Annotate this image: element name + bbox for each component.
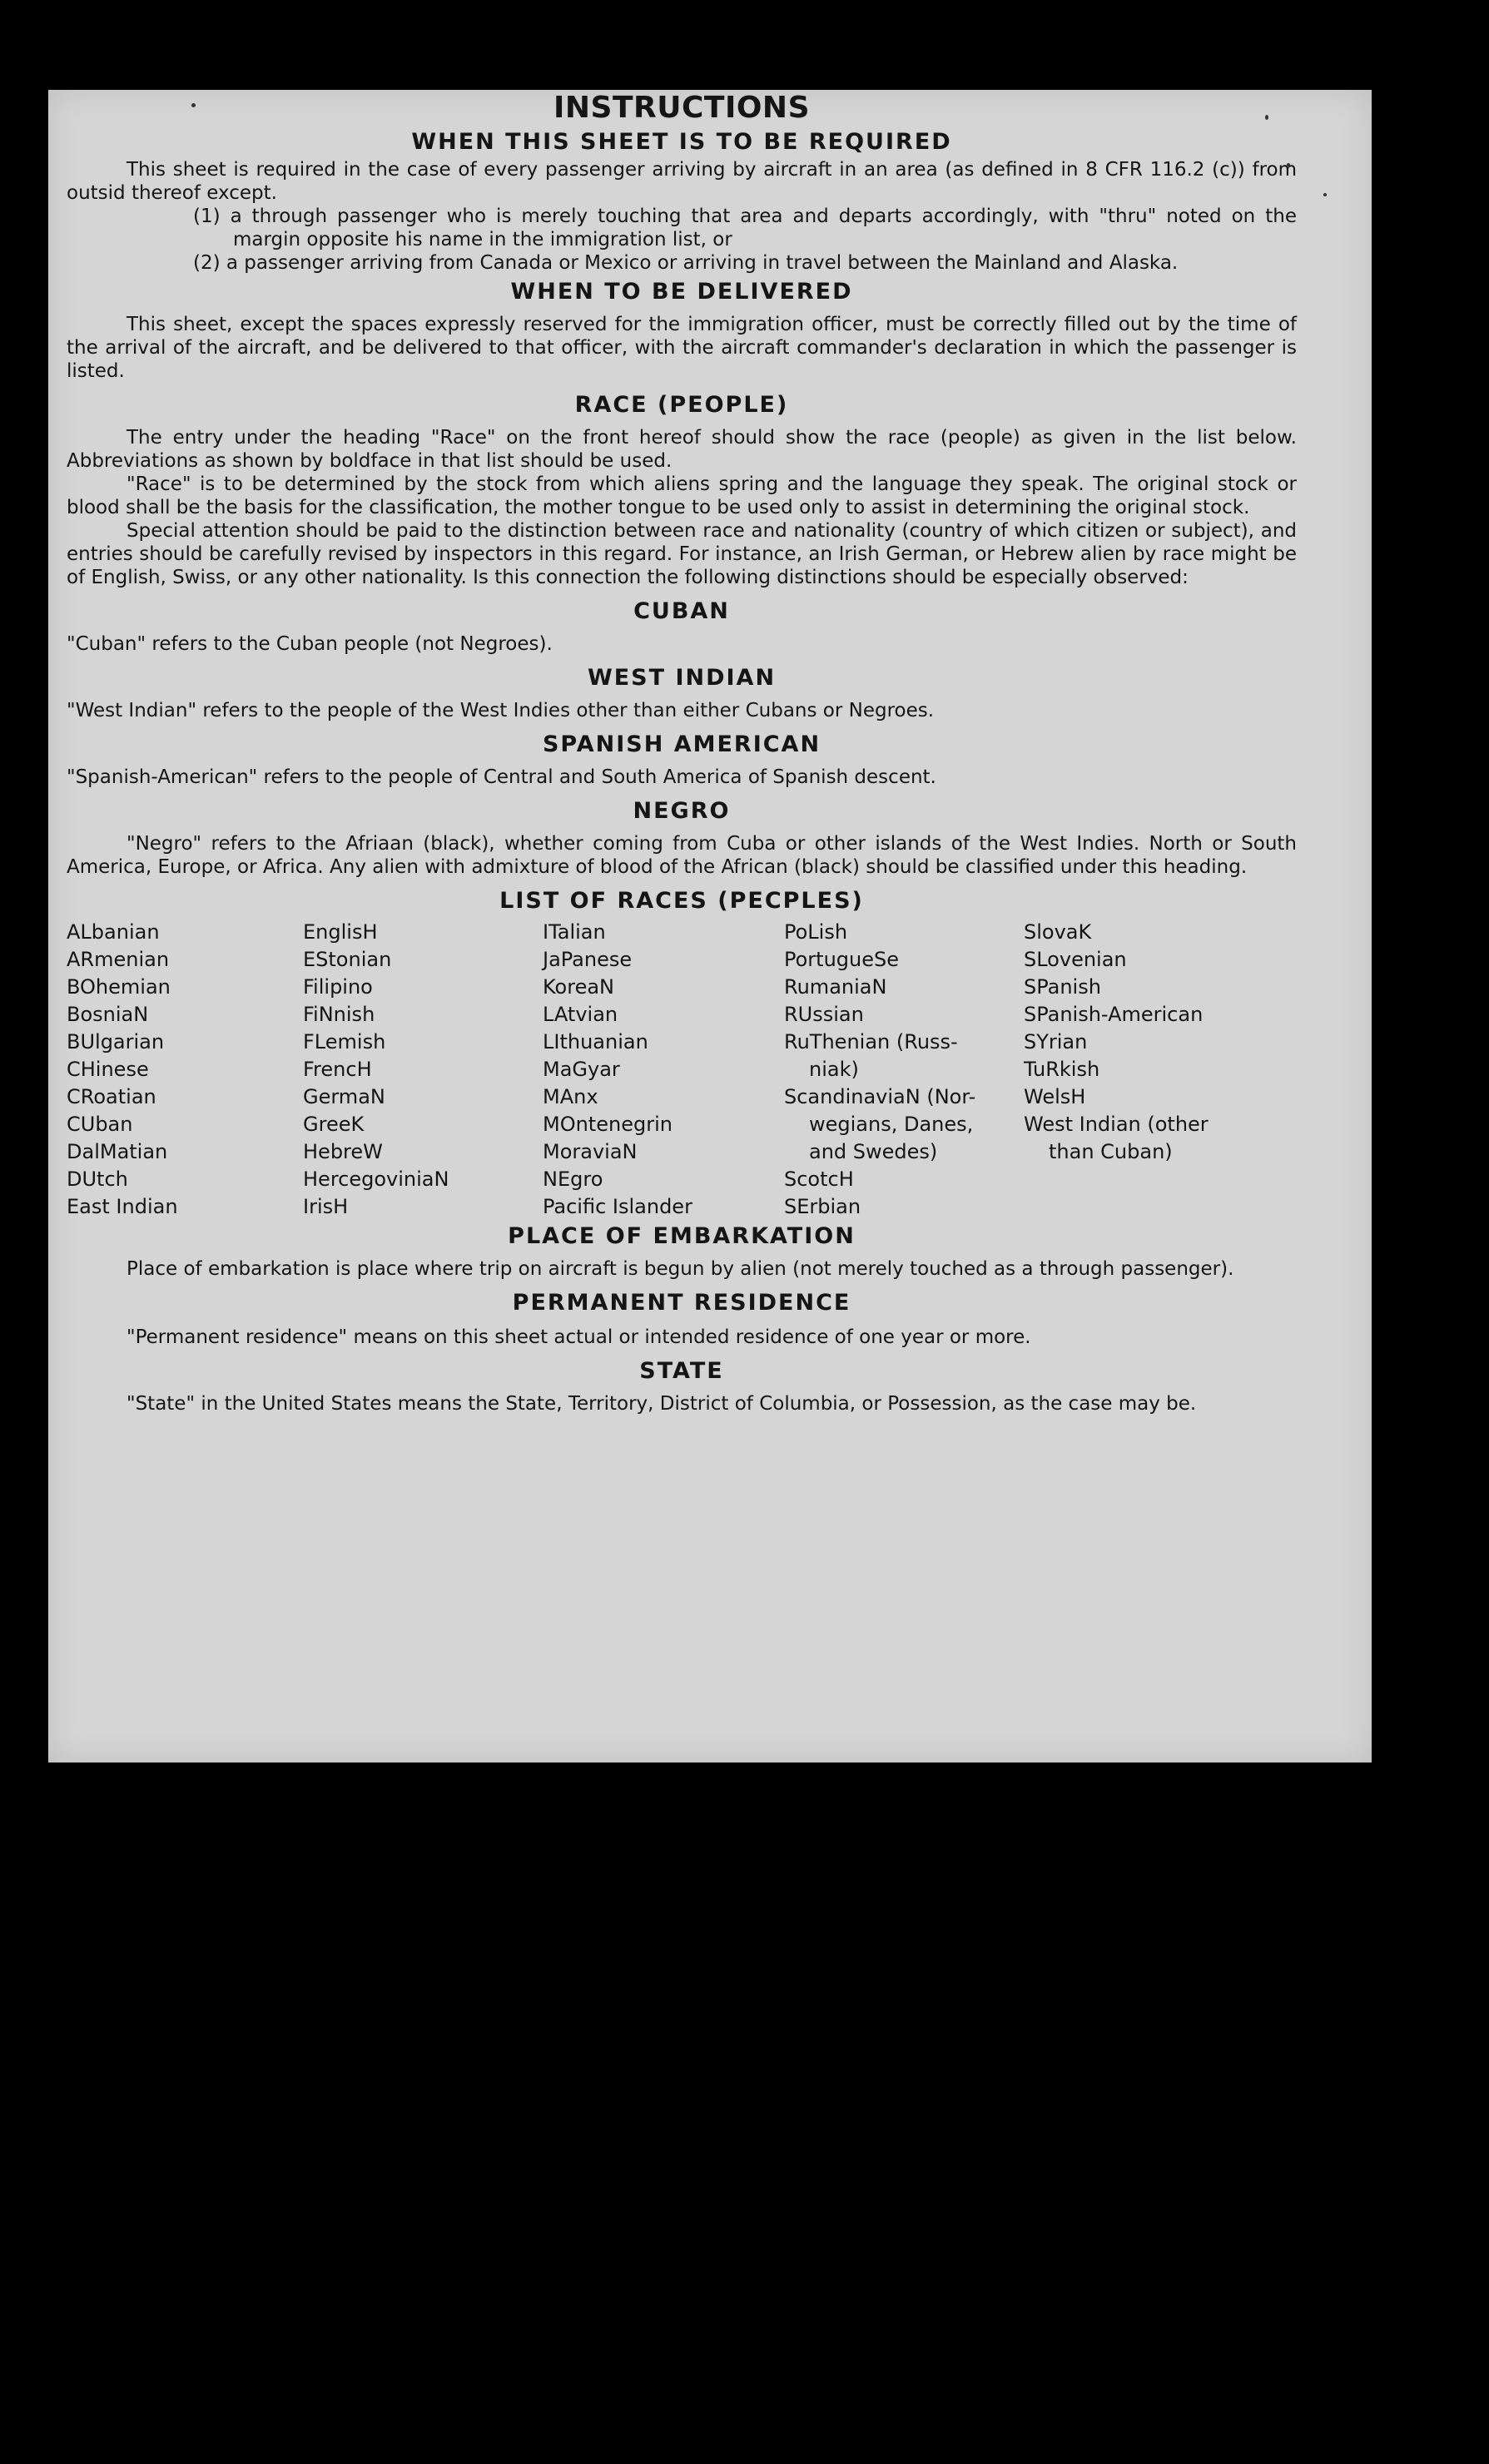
race-entry: EnglisH	[303, 920, 378, 944]
race-entry: EStonian	[303, 948, 392, 971]
section-text: Special attention should be paid to the distinction between race and nationality (country of which citizen or subject), and entries should be carefully revised by inspectors in this regard. For instance, an Irish German, or Hebrew alien by race might be of English, Swiss, or any other nationality. Is this connection the following distinctions should be especially observed:	[67, 520, 1297, 588]
race-entry: MAnx	[543, 1085, 598, 1108]
race-entry: ITalian	[543, 920, 606, 944]
race-entry: NEgro	[543, 1168, 603, 1191]
race-entry: East Indian	[67, 1195, 178, 1218]
section-text: The entry under the heading "Race" on the front hereof should show the race (people) as given in the list below. Abbreviations as shown by boldface in that list should be used.	[67, 427, 1297, 472]
section-heading-cuban: CUBAN	[633, 598, 730, 624]
race-entry: PoLish	[784, 920, 848, 944]
race-column-3	[543, 919, 784, 1221]
race-entry: Filipino	[303, 975, 373, 999]
race-entry: ScandinaviaN (Nor-	[784, 1085, 976, 1108]
race-entry: LAtvian	[543, 1003, 618, 1026]
race-entry: FLemish	[303, 1030, 386, 1054]
section-heading-residence: PERMANENT RESIDENCE	[512, 1290, 851, 1316]
race-entry: PortugueSe	[784, 948, 899, 971]
section-heading-embarkation: PLACE OF EMBARKATION	[508, 1223, 856, 1249]
race-entry: BosniaN	[67, 1003, 149, 1026]
race-entry: DalMatian	[67, 1140, 168, 1163]
race-column-5	[1024, 919, 1297, 1221]
race-entry: LIthuanian	[543, 1030, 648, 1054]
race-entry: HebreW	[303, 1140, 383, 1163]
section-heading-races: LIST OF RACES (PECPLES)	[499, 888, 864, 914]
race-entry: MOntenegrin	[543, 1113, 673, 1136]
race-entry: West Indian (other	[1024, 1113, 1209, 1136]
race-entry: GreeK	[303, 1113, 365, 1136]
race-entry: SPanish	[1024, 975, 1101, 999]
race-entry-continued: niak)	[809, 1058, 859, 1081]
race-entry: BOhemian	[67, 975, 171, 999]
race-entry-continued: wegians, Danes,	[809, 1113, 974, 1136]
speck	[1323, 193, 1327, 196]
race-entry: RUssian	[784, 1003, 864, 1026]
race-entry: SYrian	[1024, 1030, 1088, 1054]
race-entry: FrencH	[303, 1058, 372, 1081]
section-text: "Race" is to be determined by the stock from which aliens spring and the language they speak. The original stock or blood shall be the basis for the classification, the mother tongue to be used only to assist in determining the original stock.	[67, 473, 1297, 518]
race-entry: JaPanese	[543, 948, 633, 971]
race-entry: IrisH	[303, 1195, 349, 1218]
section-heading-negro: NEGRO	[633, 798, 731, 824]
exception-item: (1) a through passenger who is merely touching that area and departs accordingly, with "thru" noted on the margin opposite his name in the immigration list, or	[193, 206, 1297, 250]
section-text: "Permanent residence" means on this sheet actual or intended residence of one year or more.	[127, 1326, 1031, 1348]
section-heading-race: RACE (PEOPLE)	[574, 392, 789, 418]
race-entry: RuThenian (Russ-	[784, 1030, 958, 1054]
section-text: "State" in the United States means the State, Territory, District of Columbia, or Possession, as the case may be.	[127, 1393, 1197, 1415]
race-entry: GermaN	[303, 1085, 385, 1108]
instructions-content	[67, 90, 1297, 1415]
race-column-4	[784, 919, 1024, 1221]
race-entry-continued: and Swedes)	[809, 1140, 938, 1163]
exception-item: (2) a passenger arriving from Canada or Mexico or arriving in travel between the Mainland and Alaska.	[193, 252, 1179, 274]
race-entry: BUlgarian	[67, 1030, 165, 1054]
race-entry: SlovaK	[1024, 920, 1092, 944]
race-entry: KoreaN	[543, 975, 614, 999]
race-entry: ARmenian	[67, 948, 170, 971]
race-entry: CUban	[67, 1113, 133, 1136]
race-entry: TuRkish	[1024, 1058, 1100, 1081]
race-entry: ScotcH	[784, 1168, 854, 1191]
race-entry: DUtch	[67, 1168, 128, 1191]
section-text: "Negro" refers to the Afriaan (black), whether coming from Cuba or other islands of the West Indies. North or South America, Europe, or Africa. Any alien with admixture of blood of the African (black) should be classified under this heading.	[67, 833, 1297, 878]
section-text: This sheet, except the spaces expressly reserved for the immigration officer, must be correctly filled out by the time of the arrival of the aircraft, and be delivered to that officer, with the aircraft commander's declaration in which the passenger is listed.	[67, 314, 1297, 382]
race-entry: FiNnish	[303, 1003, 375, 1026]
section-heading-delivered: WHEN TO BE DELIVERED	[510, 279, 853, 305]
race-column-2	[303, 919, 543, 1221]
race-entry: HercegoviniaN	[303, 1168, 449, 1191]
race-list	[67, 919, 1297, 1221]
section-text: Place of embarkation is place where trip on aircraft is begun by alien (not merely touched as a through passenger).	[127, 1258, 1234, 1280]
race-entry: SPanish-American	[1024, 1003, 1204, 1026]
race-column-1	[67, 919, 303, 1221]
race-entry: CRoatian	[67, 1085, 156, 1108]
section-heading-state: STATE	[639, 1358, 724, 1384]
section-heading-west-indian: WEST INDIAN	[587, 665, 777, 691]
race-entry: CHinese	[67, 1058, 149, 1081]
race-entry: MoraviaN	[543, 1140, 638, 1163]
race-entry: SErbian	[784, 1195, 861, 1218]
section-text: "Cuban" refers to the Cuban people (not Negroes).	[67, 633, 553, 655]
race-entry: ALbanian	[67, 920, 160, 944]
race-entry: Pacific Islander	[543, 1195, 692, 1218]
race-entry: MaGyar	[543, 1058, 620, 1081]
section-text: "Spanish-American" refers to the people of Central and South America of Spanish descent.	[67, 766, 936, 788]
section-heading-required: WHEN THIS SHEET IS TO BE REQUIRED	[411, 129, 952, 155]
section-text: This sheet is required in the case of every passenger arriving by aircraft in an area (as defined in 8 CFR 116.2 (c)) from outsid thereof except.	[67, 159, 1297, 204]
page-title: INSTRUCTIONS	[553, 91, 810, 125]
race-entry: RumaniaN	[784, 975, 887, 999]
race-entry: WelsH	[1024, 1085, 1086, 1108]
section-heading-spanish-american: SPANISH AMERICAN	[542, 731, 821, 757]
race-entry-continued: than Cuban)	[1049, 1140, 1173, 1163]
race-entry: SLovenian	[1024, 948, 1127, 971]
section-text: "West Indian" refers to the people of the West Indies other than either Cubans or Negroes.	[67, 700, 935, 721]
